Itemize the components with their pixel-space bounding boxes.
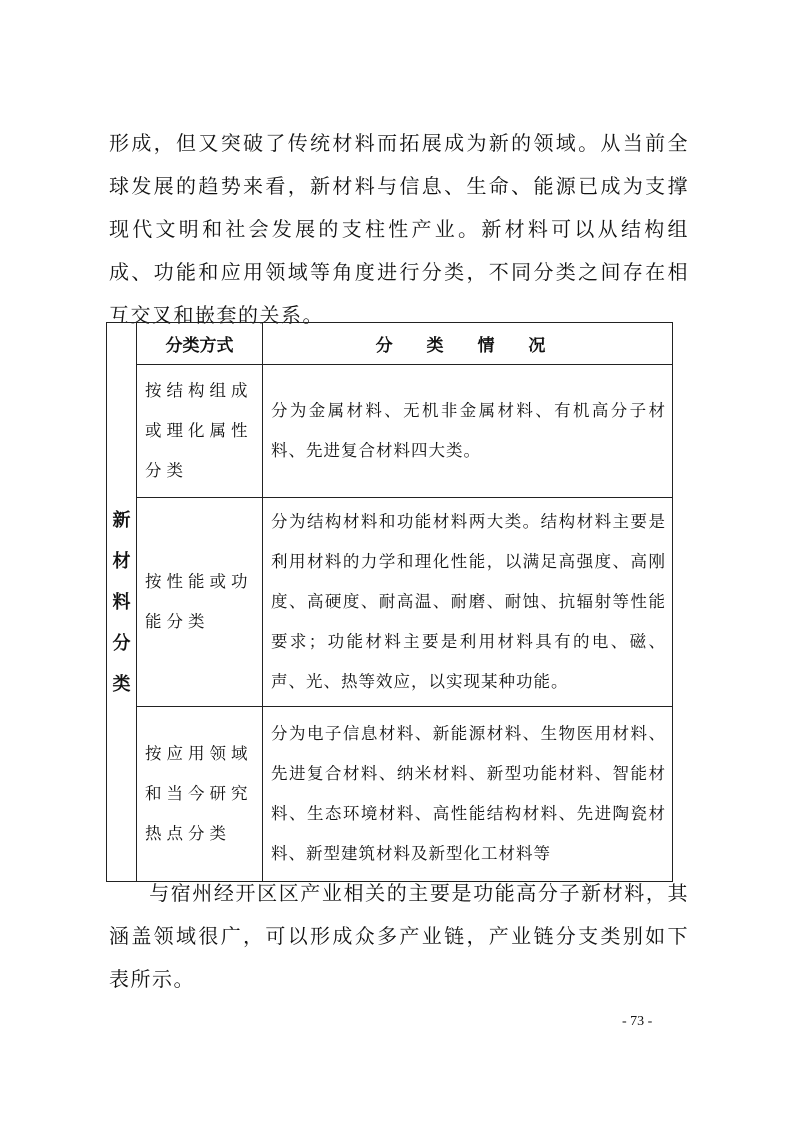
side-char: 新 [112,509,131,531]
row-detail-cell: 分为结构材料和功能材料两大类。结构材料主要是利用材料的力学和理化性能，以满足高强度、高刚度、高硬度、耐高温、耐磨、耐蚀、抗辐射等性能要求；功能材料主要是利用材料具有的电、磁、声、光、热等效应，以实现某种功能。 [263,498,673,707]
page-number: - 73 - [622,1014,653,1029]
header-detail: 分 类 情 况 [263,323,673,365]
closing-paragraph-text: 与宿州经开区区产业相关的主要是功能高分子新材料，其涵盖领域很广，可以形成众多产业链，产业链分支类别如下表所示。 [109,881,689,991]
table-row [107,365,673,498]
row-detail-cell: 分为电子信息材料、新能源材料、生物医用材料、先进复合材料、纳米材料、新型功能材料、智能材料、生态环境材料、高性能结构材料、先进陶瓷材料、新型建筑材料及新型化工材料等 [263,707,673,882]
row-mode-cell: 按结构组成或理化属性分类 [137,365,263,498]
side-label-cell [107,323,137,882]
closing-paragraph [109,872,689,1001]
side-char: 类 [112,673,131,695]
side-char: 分 [112,632,131,654]
intro-paragraph: 形成，但又突破了传统材料而拓展成为新的领域。从当前全球发展的趋势来看，新材料与信息、生命、能源已成为支撑现代文明和社会发展的支柱性产业。新材料可以从结构组成、功能和应用领域等角度进行分类，不同分类之间存在相互交叉和嵌套的关系。 [109,131,689,327]
row-detail-cell: 分为金属材料、无机非金属材料、有机高分子材料、先进复合材料四大类。 [263,365,673,498]
row-mode-cell: 按性能或功能分类 [137,498,263,707]
table-row [107,707,673,882]
side-char: 料 [112,591,131,613]
table-header-row [107,323,673,365]
row-mode-cell: 按应用领域和当今研究热点分类 [137,707,263,882]
header-mode: 分类方式 [137,323,263,365]
classification-table [106,322,673,882]
table-row [107,498,673,707]
side-char: 材 [112,550,131,572]
